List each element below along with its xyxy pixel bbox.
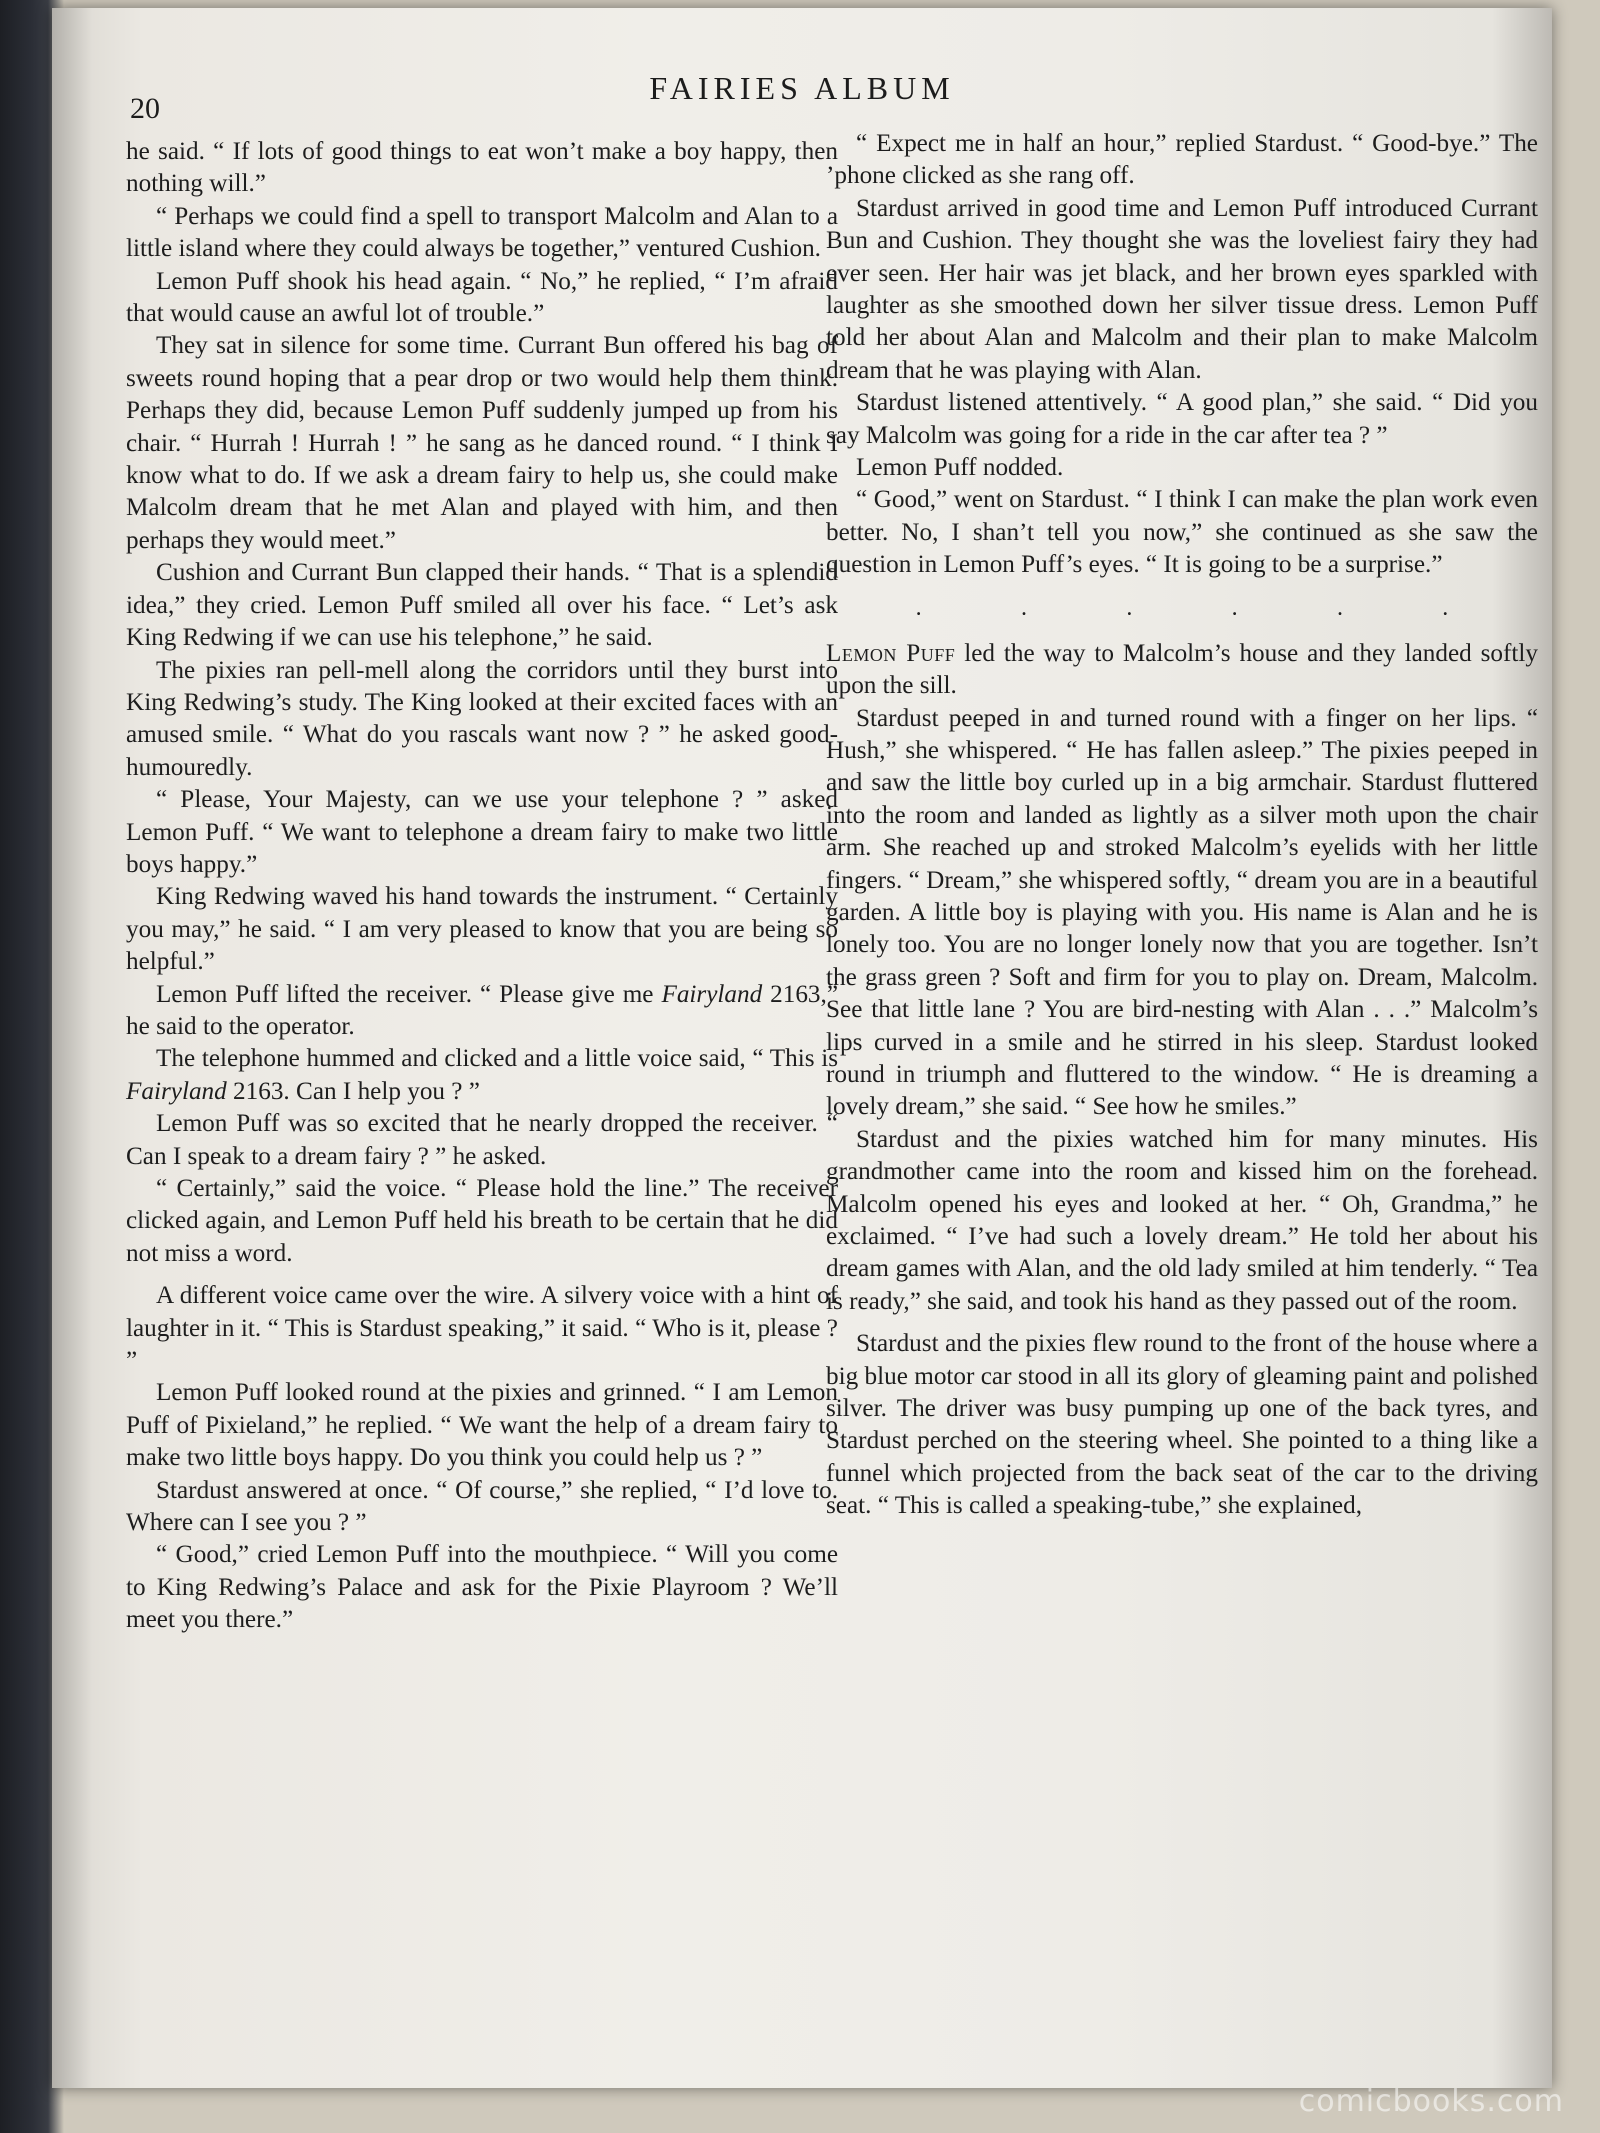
paragraph: Stardust arrived in good time and Lemon Puff introduced Currant Bun and Cushion. They thought she was the loveliest fairy they had ever seen. Her hair was jet black, and her brown eyes sparkled with laughter as she smoothed down her silver tissue dress. Lemon Puff told her about Alan and Malcolm and their plan to make Malcolm dream that he was playing with Alan.	[826, 194, 1538, 384]
italic-place-name: Fairyland	[661, 980, 763, 1008]
right-column	[826, 128, 1538, 1523]
paragraph: “ Please, Your Majesty, can we use your telephone ? ” asked Lemon Puff. “ We want to telephone a dream fairy to make two little boys happy.”	[126, 786, 838, 878]
paragraph: he said. “ If lots of good things to eat won’t make a boy happy, then nothing will.”	[126, 138, 838, 198]
paragraph: Stardust and the pixies watched him for many minutes. His grandmother came into the room and kissed him on the forehead. Malcolm opened his eyes and looked at her. “ Oh, Grandma,” he exclaimed. “ I’ve had such a lovely dream.” He told her about his dream games with Alan, and the old lady smiled at him tenderly. “ Tea is ready,” she said, and took his hand as they passed out of the room.	[826, 1125, 1538, 1315]
paragraph: Stardust answered at once. “ Of course,” she replied, “ I’d love to. Where can I see you ? ”	[126, 1476, 838, 1537]
paragraph: Lemon Puff was so excited that he nearly dropped the receiver. “ Can I speak to a dream fairy ? ” he asked.	[126, 1110, 838, 1170]
paragraph	[126, 979, 838, 1044]
section-dot: .	[1442, 594, 1449, 621]
section-dot: .	[1336, 594, 1343, 621]
paragraph: Lemon Puff nodded.	[856, 454, 1064, 482]
paragraph: “ Good,” cried Lemon Puff into the mouthpiece. “ Will you come to King Redwing’s Palace and ask for the Pixie Playroom ? We’ll meet you there.”	[126, 1541, 838, 1634]
text-run: Lemon Puff lifted the receiver. “ Please give me	[156, 980, 662, 1008]
paragraph: “ Good,” went on Stardust. “ I think I can make the plan work even better. No, I shan’t tell you now,” she continued as she saw the question in Lemon Puff’s eyes. “ It is going to be a surprise.”	[826, 486, 1538, 579]
text-run: 2163. Can I help you ? ”	[226, 1077, 480, 1105]
book-page	[52, 8, 1552, 2088]
italic-place-name: Fairyland	[126, 1077, 227, 1105]
paragraph: Lemon Puff shook his head again. “ No,” he replied, “ I’m afraid that would cause an awful lot of trouble.”	[126, 267, 838, 328]
paragraph: Stardust and the pixies flew round to the front of the house where a big blue motor car stood in all its glory of gleaming paint and polished silver. The driver was busy pumping up one of the back tyres, and Stardust perched on the steering wheel. She pointed to a thing like a funnel which projected from the back seat of the car to the driving seat. “ This is called a speaking-tube,” she explained,	[826, 1330, 1538, 1520]
paragraph: They sat in silence for some time. Currant Bun offered his bag of sweets round hoping that a pear drop or two would help them think. Perhaps they did, because Lemon Puff suddenly jumped up from his chair. “ Hurrah ! Hurrah ! ” he sang as he danced round. “ I think I know what to do. If we ask a dream fairy to help us, she could make Malcolm dream that he met Alan and played with him, and then perhaps they would meet.”	[126, 332, 838, 554]
paragraph: “ Certainly,” said the voice. “ Please hold the line.” The receiver clicked again, and Lemon Puff held his breath to be certain that he did not miss a word.	[126, 1175, 838, 1267]
paragraph: Lemon Puff looked round at the pixies and grinned. “ I am Lemon Puff of Pixieland,” he replied. “ We want the help of a dream fairy to make two little boys happy. Do you think you could help us ? ”	[126, 1379, 838, 1472]
paragraph: “ Perhaps we could find a spell to transport Malcolm and Alan to a little island where they could always be together,” ventured Cushion.	[126, 202, 838, 263]
paragraph: Stardust listened attentively. “ A good plan,” she said. “ Did you say Malcolm was going for a ride in the car after tea ? ”	[826, 389, 1538, 449]
paragraph: Cushion and Currant Bun clapped their hands. “ That is a splendid idea,” they cried. Lemon Puff smiled all over his face. “ Let’s ask King Redwing if we can use his telephone,” he said.	[126, 559, 838, 652]
running-title: FAIRIES ALBUM	[649, 70, 955, 106]
text-run: The telephone hummed and clicked and a little voice said, “ This is	[156, 1045, 838, 1073]
paragraph: Stardust peeped in and turned round with a finger on her lips. “ Hush,” she whispered. “ He has fallen asleep.” The pixies peeped in and saw the little boy curled up in a big armchair. Stardust fluttered into the room and landed as lightly as a silver moth upon the chair arm. She reached up and stroked Malcolm’s eyelids with her little fingers. “ Dream,” she whispered softly, “ dream you are in a beautiful garden. A little boy is playing with you. His name is Alan and he is lonely too. You are no longer lonely now that you are together. Isn’t the grass green ? Soft and firm for you to play on. Dream, Malcolm. See that little lane ? You are bird-nesting with Alan . . .” Malcolm’s lips curved in a smile and he stirred in his sleep. Stardust looked round in triumph and fluttered to the window. “ He is dreaming a lovely dream,” she said. “ See how he smiles.”	[826, 704, 1538, 1121]
paragraph: King Redwing waved his hand towards the instrument. “ Certainly you may,” he said. “ I am very pleased to know that you are being so helpful.”	[126, 883, 838, 976]
paragraph: The pixies ran pell-mell along the corridors until they burst into King Redwing’s study. The King looked at their excited faces with an amused smile. “ What do you rascals want now ? ” he asked good-humouredly.	[126, 656, 838, 781]
section-dot: .	[1126, 594, 1133, 621]
paragraph: A different voice came over the wire. A silvery voice with a hint of laughter in it. “ This is Stardust speaking,” it said. “ Who is it, please ? ”	[126, 1282, 838, 1375]
paragraph	[826, 638, 1538, 703]
section-dot: .	[1020, 594, 1027, 621]
page-number: 20	[130, 92, 160, 125]
text-run: 2163,” he said to the operator.	[126, 980, 838, 1040]
small-caps-lead: Lemon Puff	[826, 639, 956, 667]
paragraph	[126, 1043, 838, 1108]
text-run: led the way to Malcolm’s house and they landed softly upon the sill.	[826, 639, 1538, 700]
watermark: comicbooks.com	[1298, 2084, 1564, 2119]
section-dot: .	[1231, 594, 1238, 621]
left-column	[126, 136, 838, 1637]
section-break-dots	[826, 582, 1538, 638]
paragraph: “ Expect me in half an hour,” replied Stardust. “ Good-bye.” The ’phone clicked as she rang off.	[826, 130, 1538, 190]
section-dot: .	[915, 594, 922, 621]
